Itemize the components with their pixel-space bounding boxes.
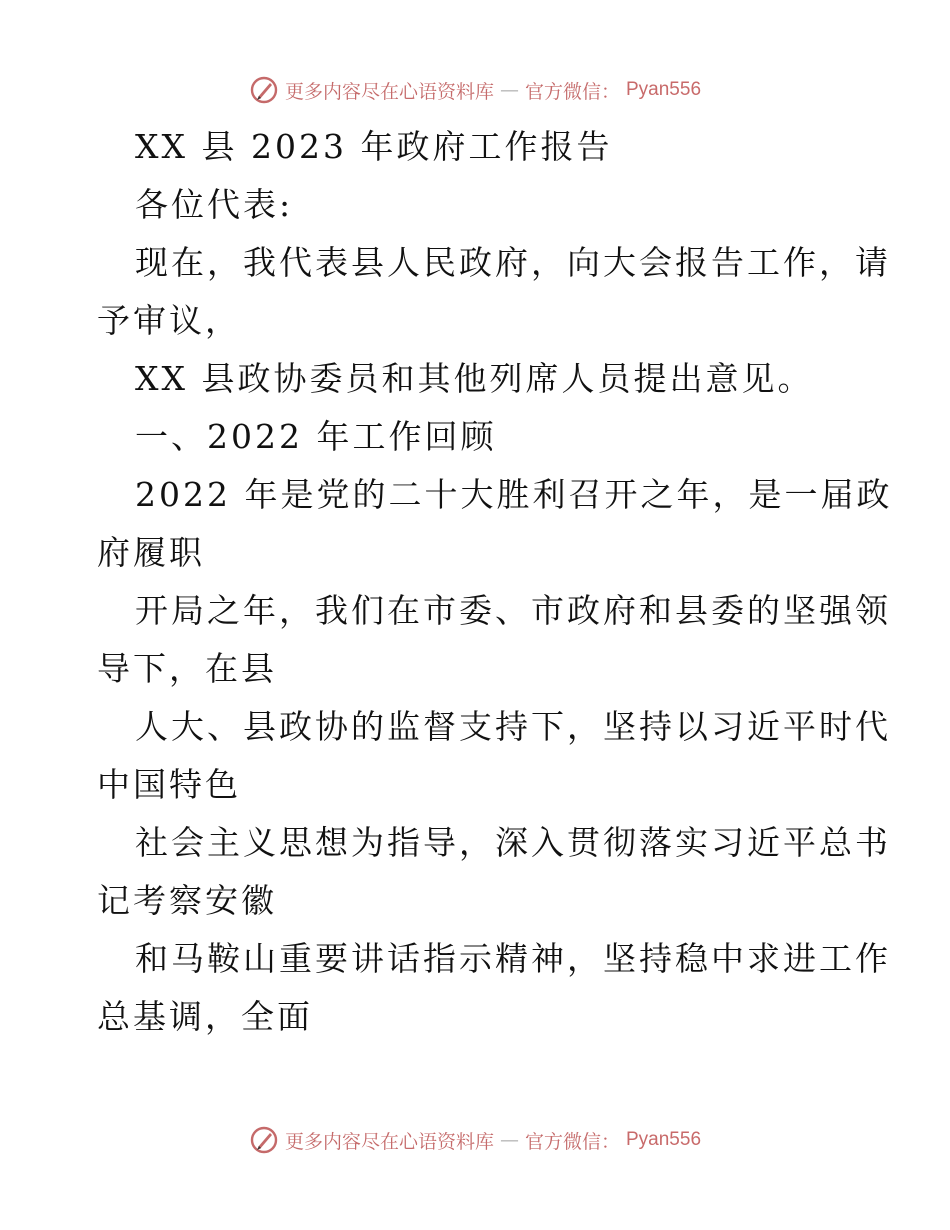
watermark-wechat-id: Pyan556 [626,1129,702,1150]
header-watermark [0,70,950,110]
watermark-text: 更多内容尽在心语资料库 [284,1130,494,1153]
text-line: 府履职 [97,533,205,572]
quill-logo-icon [249,1125,279,1155]
watermark-wechat-label: 官方微信： [524,80,620,103]
text-line: 开局之年，我们在市委、市政府和县委的坚强领 [135,591,891,630]
watermark-wechat-id: Pyan556 [626,79,702,100]
document-title: XX 县 2023 年政府工作报告 [135,127,613,166]
text-line: 总基调，全面 [97,997,313,1036]
text-line: 现在，我代表县人民政府，向大会报告工作，请 [135,243,891,282]
footer-watermark [0,1120,950,1160]
text-line: 予审议， [97,301,241,340]
section-heading: 一、2022 年工作回顾 [135,417,497,456]
text-line: 中国特色 [97,765,241,804]
text-line: XX 县政协委员和其他列席人员提出意见。 [135,359,814,398]
watermark-text: 更多内容尽在心语资料库 [284,80,494,103]
watermark-separator: — [499,79,519,101]
text-line: 社会主义思想为指导，深入贯彻落实习近平总书 [135,823,891,862]
watermark-wechat-label: 官方微信： [524,1130,620,1153]
text-line: 2022 年是党的二十大胜利召开之年，是一届政 [135,475,893,514]
text-line: 记考察安徽 [97,881,277,920]
document-body [97,118,893,1046]
text-line: 导下，在县 [97,649,277,688]
text-line: 人大、县政协的监督支持下，坚持以习近平时代 [135,707,891,746]
watermark-separator: — [499,1129,519,1151]
text-line: 和马鞍山重要讲话指示精神，坚持稳中求进工作 [135,939,891,978]
quill-logo-icon [249,75,279,105]
salutation: 各位代表: [135,185,294,224]
